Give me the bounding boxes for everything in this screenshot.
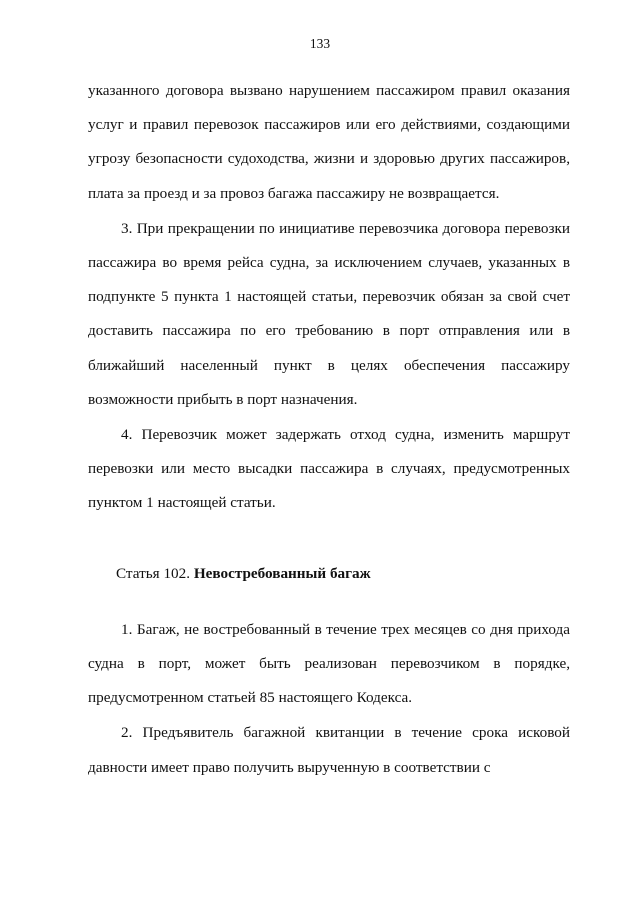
article-paragraph-1: 1. Багаж, не востребованный в течение трех месяцев со дня прихода судна в порт, может быть реализован перевозчиком в порядке, предусмотренном статьей 85 настоящего Кодекса.: [88, 620, 570, 707]
article-paragraph-2: 2. Предъявитель багажной квитанции в течение срока исковой давности имеет право получить вырученную в соответствии с: [88, 724, 570, 776]
page-body: [88, 74, 570, 785]
paragraph-item-3: 3. При прекращении по инициативе перевозчика договора перевозки пассажира во время рейса судна, за исключением случаев, указанных в подпункте 5 пункта 1 настоящей статьи, перевозчик обязан за свой счет доставить пассажира по его требованию в порт отправления или в ближайший населенный пункт в целях обеспечения пассажиру возможности прибыть в порт назначения.: [88, 219, 570, 408]
paragraph-item-4: 4. Перевозчик может задержать отход судна, изменить маршрут перевозки или место высадки пассажира в случаях, предусмотренных пунктом 1 настоящей статьи.: [88, 426, 570, 512]
paragraph-continuation: указанного договора вызвано нарушением пассажиром правил оказания услуг и правил перевозок пассажиров или его действиями, создающими угрозу безопасности судоходства, жизни и здоровью других пассажиров, плата за проезд и за провоз багажа пассажиру не возвращается.: [88, 82, 570, 202]
article-heading: [116, 557, 570, 591]
article-title: Невостребованный багаж: [193, 564, 371, 582]
article-number: Статья 102.: [116, 564, 194, 582]
page-number: 133: [309, 36, 331, 51]
